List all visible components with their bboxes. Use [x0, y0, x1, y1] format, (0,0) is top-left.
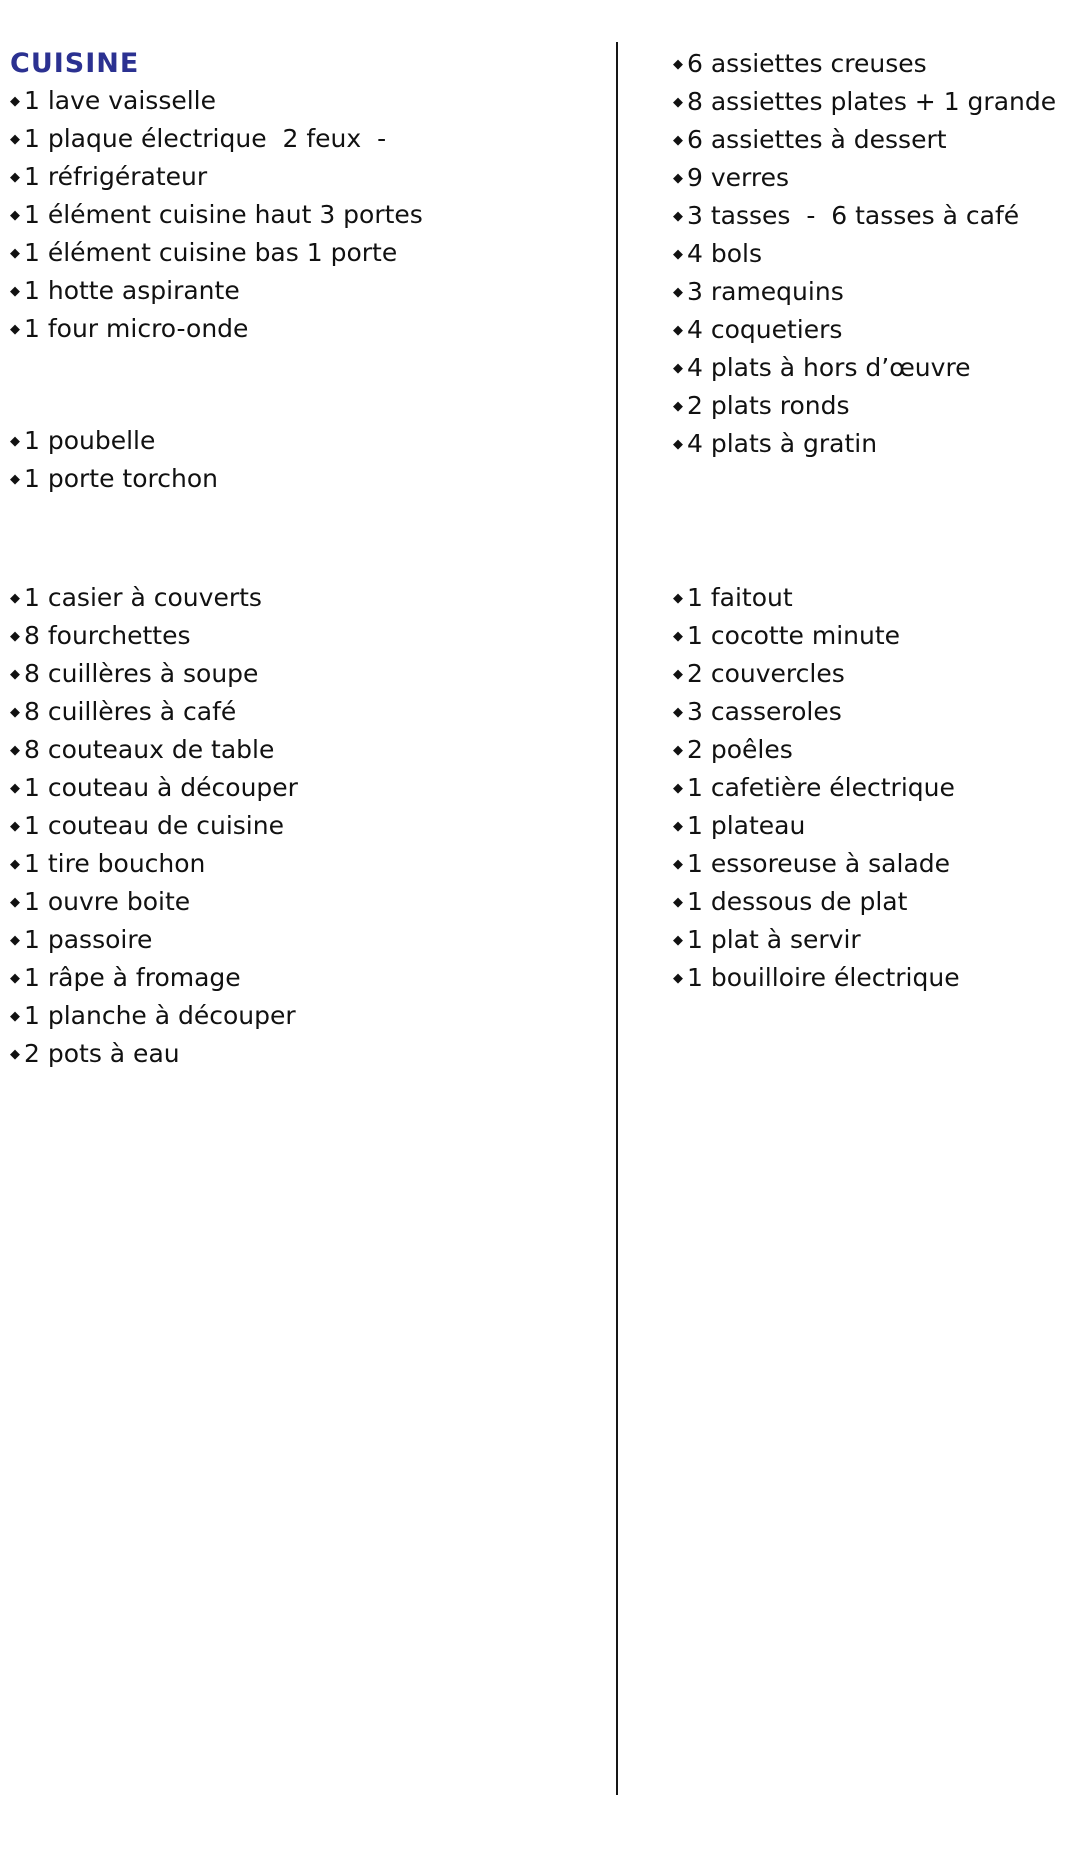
- item-label: 1 planche à découper: [24, 1001, 296, 1030]
- diamond-bullet-icon: ◆: [10, 895, 20, 910]
- item-label: 1 essoreuse à salade: [687, 849, 951, 878]
- left-column: [10, 45, 610, 1073]
- diamond-bullet-icon: ◆: [673, 361, 683, 376]
- list-item: [10, 120, 610, 158]
- diamond-bullet-icon: ◆: [10, 1009, 20, 1024]
- diamond-bullet-icon: ◆: [673, 971, 683, 986]
- list-item: [10, 1035, 610, 1073]
- item-label: 1 bouilloire électrique: [687, 963, 960, 992]
- item-label: 8 couteaux de table: [24, 735, 275, 764]
- list-item: [10, 82, 610, 120]
- item-label: 8 fourchettes: [24, 621, 191, 650]
- list-item: [10, 422, 610, 460]
- list-item: [673, 655, 1077, 693]
- diamond-bullet-icon: ◆: [10, 667, 20, 682]
- item-label: 1 élément cuisine bas 1 porte: [24, 238, 398, 267]
- diamond-bullet-icon: ◆: [673, 285, 683, 300]
- item-label: 1 dessous de plat: [687, 887, 908, 916]
- list-item: [673, 617, 1077, 655]
- diamond-bullet-icon: ◆: [673, 819, 683, 834]
- item-label: 1 lave vaisselle: [24, 86, 217, 115]
- diamond-bullet-icon: ◆: [673, 247, 683, 262]
- item-label: 1 cocotte minute: [687, 621, 901, 650]
- diamond-bullet-icon: ◆: [673, 895, 683, 910]
- diamond-bullet-icon: ◆: [10, 857, 20, 872]
- diamond-bullet-icon: ◆: [673, 933, 683, 948]
- item-label: 1 couteau de cuisine: [24, 811, 284, 840]
- item-label: 1 râpe à fromage: [24, 963, 241, 992]
- left-block-cutlery: [10, 579, 610, 1073]
- diamond-bullet-icon: ◆: [10, 284, 20, 299]
- list-item: [673, 959, 1077, 997]
- diamond-bullet-icon: ◆: [673, 57, 683, 72]
- diamond-bullet-icon: ◆: [673, 743, 683, 758]
- diamond-bullet-icon: ◆: [673, 171, 683, 186]
- right-block-cookware: [673, 579, 1077, 997]
- item-label: 1 faitout: [687, 583, 793, 612]
- item-label: 6 assiettes creuses: [687, 49, 927, 78]
- diamond-bullet-icon: ◆: [10, 472, 20, 487]
- diamond-bullet-icon: ◆: [673, 667, 683, 682]
- list-item: [673, 197, 1077, 235]
- diamond-bullet-icon: ◆: [10, 170, 20, 185]
- item-label: 3 casseroles: [687, 697, 842, 726]
- list-item: [673, 845, 1077, 883]
- diamond-bullet-icon: ◆: [673, 437, 683, 452]
- diamond-bullet-icon: ◆: [673, 705, 683, 720]
- item-label: 3 ramequins: [687, 277, 844, 306]
- diamond-bullet-icon: ◆: [673, 399, 683, 414]
- left-block-bin: [10, 422, 610, 498]
- list-item: [673, 121, 1077, 159]
- item-label: 1 hotte aspirante: [24, 276, 240, 305]
- page-title: CUISINE: [10, 48, 140, 79]
- list-item: [10, 196, 610, 234]
- item-label: 1 cafetière électrique: [687, 773, 955, 802]
- list-item: [10, 807, 610, 845]
- list-item: [673, 769, 1077, 807]
- diamond-bullet-icon: ◆: [10, 208, 20, 223]
- list-item: [673, 387, 1077, 425]
- item-label: 1 four micro-onde: [24, 314, 249, 343]
- diamond-bullet-icon: ◆: [673, 629, 683, 644]
- list-item: [10, 272, 610, 310]
- list-item: [673, 273, 1077, 311]
- item-label: 6 assiettes à dessert: [687, 125, 947, 154]
- list-item: [673, 45, 1077, 83]
- list-item: [673, 693, 1077, 731]
- item-label: 1 ouvre boite: [24, 887, 191, 916]
- diamond-bullet-icon: ◆: [10, 629, 20, 644]
- list-item: [10, 617, 610, 655]
- item-label: 1 tire bouchon: [24, 849, 206, 878]
- right-block-dishes: [673, 45, 1077, 463]
- right-column: [673, 45, 1077, 997]
- diamond-bullet-icon: ◆: [10, 933, 20, 948]
- diamond-bullet-icon: ◆: [673, 323, 683, 338]
- item-label: 4 plats à hors d’œuvre: [687, 353, 971, 382]
- list-item: [10, 959, 610, 997]
- item-label: 8 assiettes plates + 1 grande: [687, 87, 1057, 116]
- item-label: 1 couteau à découper: [24, 773, 298, 802]
- diamond-bullet-icon: ◆: [10, 781, 20, 796]
- diamond-bullet-icon: ◆: [10, 705, 20, 720]
- item-label: 1 plat à servir: [687, 925, 861, 954]
- item-label: 1 réfrigérateur: [24, 162, 208, 191]
- diamond-bullet-icon: ◆: [673, 857, 683, 872]
- list-item: [10, 693, 610, 731]
- diamond-bullet-icon: ◆: [10, 743, 20, 758]
- list-item: [10, 310, 610, 348]
- list-item: [10, 769, 610, 807]
- list-item: [10, 234, 610, 272]
- item-label: 2 plats ronds: [687, 391, 850, 420]
- diamond-bullet-icon: ◆: [10, 591, 20, 606]
- list-item: [673, 159, 1077, 197]
- item-label: 4 coquetiers: [687, 315, 843, 344]
- list-item: [673, 425, 1077, 463]
- list-item: [10, 579, 610, 617]
- list-item: [673, 579, 1077, 617]
- diamond-bullet-icon: ◆: [673, 781, 683, 796]
- list-item: [673, 311, 1077, 349]
- list-item: [10, 731, 610, 769]
- list-item: [673, 235, 1077, 273]
- diamond-bullet-icon: ◆: [10, 322, 20, 337]
- item-label: 2 poêles: [687, 735, 793, 764]
- item-label: 4 bols: [687, 239, 762, 268]
- item-label: 9 verres: [687, 163, 790, 192]
- diamond-bullet-icon: ◆: [10, 132, 20, 147]
- list-item: [10, 883, 610, 921]
- item-label: 1 plaque électrique 2 feux -: [24, 124, 387, 153]
- diamond-bullet-icon: ◆: [10, 819, 20, 834]
- list-item: [10, 997, 610, 1035]
- diamond-bullet-icon: ◆: [10, 1047, 20, 1062]
- column-divider: [616, 42, 618, 1795]
- item-label: 1 porte torchon: [24, 464, 218, 493]
- diamond-bullet-icon: ◆: [10, 246, 20, 261]
- list-item: [10, 921, 610, 959]
- list-item: [673, 883, 1077, 921]
- diamond-bullet-icon: ◆: [10, 94, 20, 109]
- left-block-appliances: [10, 82, 610, 348]
- diamond-bullet-icon: ◆: [673, 133, 683, 148]
- item-label: 8 cuillères à soupe: [24, 659, 259, 688]
- item-label: 2 pots à eau: [24, 1039, 180, 1068]
- list-item: [10, 158, 610, 196]
- item-label: 8 cuillères à café: [24, 697, 237, 726]
- item-label: 1 poubelle: [24, 426, 156, 455]
- list-item: [10, 655, 610, 693]
- item-label: 4 plats à gratin: [687, 429, 878, 458]
- diamond-bullet-icon: ◆: [673, 95, 683, 110]
- list-item: [673, 807, 1077, 845]
- diamond-bullet-icon: ◆: [673, 209, 683, 224]
- item-label: 1 élément cuisine haut 3 portes: [24, 200, 423, 229]
- list-item: [673, 731, 1077, 769]
- item-label: 3 tasses - 6 tasses à café: [687, 201, 1020, 230]
- list-item: [673, 349, 1077, 387]
- item-label: 1 plateau: [687, 811, 806, 840]
- diamond-bullet-icon: ◆: [10, 971, 20, 986]
- diamond-bullet-icon: ◆: [10, 434, 20, 449]
- item-label: 1 casier à couverts: [24, 583, 262, 612]
- item-label: 1 passoire: [24, 925, 153, 954]
- list-item: [673, 83, 1077, 121]
- item-label: 2 couvercles: [687, 659, 845, 688]
- list-item: [10, 460, 610, 498]
- list-item: [10, 845, 610, 883]
- diamond-bullet-icon: ◆: [673, 591, 683, 606]
- list-item: [673, 921, 1077, 959]
